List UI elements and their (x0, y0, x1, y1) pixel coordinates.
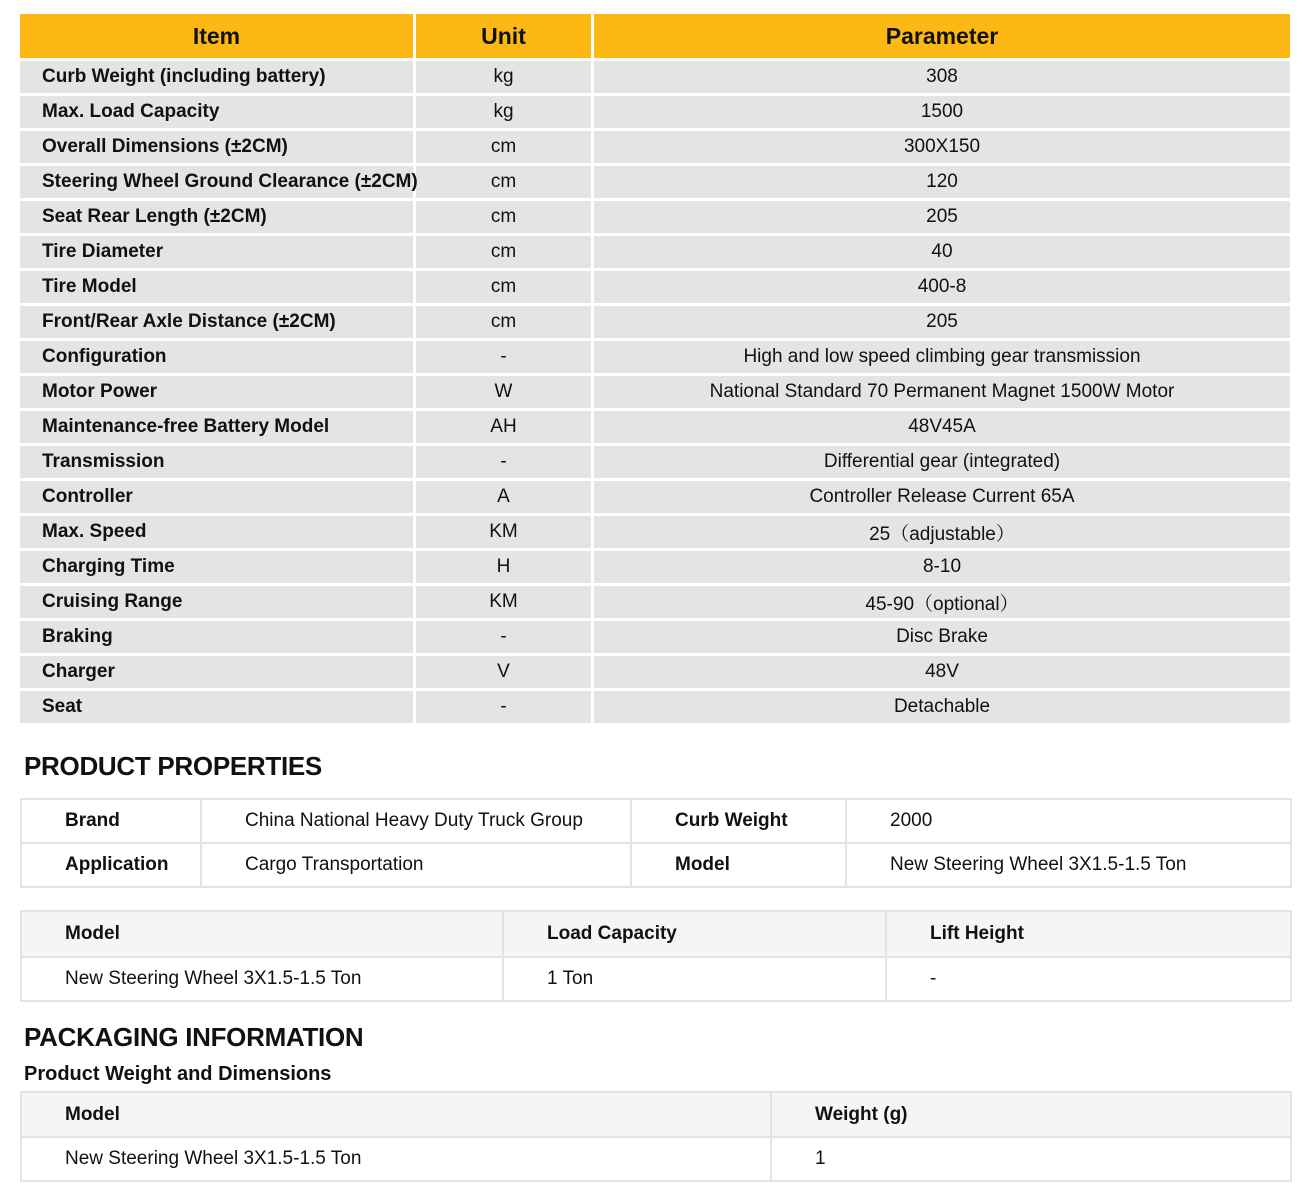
spec-cell-unit: cm (416, 271, 594, 306)
packaging-header-row (21, 1092, 1291, 1137)
spec-cell-item: Tire Model (20, 271, 416, 306)
models-cell-lift-height: - (886, 957, 1291, 1001)
table-row (20, 236, 1290, 271)
spec-header-row (20, 14, 1290, 61)
spec-cell-unit: - (416, 341, 594, 376)
spec-cell-parameter: High and low speed climbing gear transmission (594, 341, 1290, 376)
spec-cell-parameter: Controller Release Current 65A (594, 481, 1290, 516)
table-row (20, 201, 1290, 236)
spec-cell-parameter: 120 (594, 166, 1290, 201)
brand-value: China National Heavy Duty Truck Group (201, 799, 631, 843)
spec-header-unit: Unit (416, 14, 594, 61)
models-table (20, 910, 1292, 1002)
spec-cell-unit: cm (416, 236, 594, 271)
spec-cell-unit: H (416, 551, 594, 586)
spec-cell-item: Steering Wheel Ground Clearance (±2CM) (20, 166, 416, 201)
spec-cell-item: Controller (20, 481, 416, 516)
table-row (20, 61, 1290, 96)
models-cell-load-capacity: 1 Ton (503, 957, 886, 1001)
spec-cell-item: Max. Load Capacity (20, 96, 416, 131)
table-row (20, 656, 1290, 691)
spec-cell-unit: W (416, 376, 594, 411)
table-row (20, 621, 1290, 656)
spec-cell-item: Charging Time (20, 551, 416, 586)
spec-cell-parameter: 300X150 (594, 131, 1290, 166)
spec-cell-item: Braking (20, 621, 416, 656)
packaging-header-model: Model (21, 1092, 771, 1137)
spec-cell-parameter: 48V (594, 656, 1290, 691)
table-row (21, 799, 1291, 843)
spec-cell-parameter: 1500 (594, 96, 1290, 131)
spec-cell-item: Seat Rear Length (±2CM) (20, 201, 416, 236)
table-row (21, 1137, 1291, 1181)
spec-cell-unit: A (416, 481, 594, 516)
spec-cell-item: Maintenance-free Battery Model (20, 411, 416, 446)
spec-cell-item: Tire Diameter (20, 236, 416, 271)
packaging-cell-model: New Steering Wheel 3X1.5-1.5 Ton (21, 1137, 771, 1181)
models-cell-model: New Steering Wheel 3X1.5-1.5 Ton (21, 957, 503, 1001)
table-row (20, 586, 1290, 621)
spec-cell-unit: cm (416, 166, 594, 201)
packaging-title: PACKAGING INFORMATION (24, 1022, 364, 1052)
spec-cell-item: Curb Weight (including battery) (20, 61, 416, 96)
models-header-lift-height: Lift Height (886, 911, 1291, 957)
spec-cell-unit: kg (416, 61, 594, 96)
spec-cell-unit: V (416, 656, 594, 691)
spec-cell-parameter: 205 (594, 201, 1290, 236)
spec-cell-unit: KM (416, 516, 594, 551)
product-properties-table (20, 798, 1292, 888)
table-row (20, 446, 1290, 481)
spec-cell-item: Front/Rear Axle Distance (±2CM) (20, 306, 416, 341)
packaging-cell-weight: 1 (771, 1137, 1291, 1181)
application-label: Application (21, 843, 201, 887)
spec-cell-parameter: 45-90（optional） (594, 586, 1290, 621)
spec-cell-parameter: 205 (594, 306, 1290, 341)
spec-cell-parameter: Disc Brake (594, 621, 1290, 656)
spec-body (20, 61, 1290, 726)
application-value: Cargo Transportation (201, 843, 631, 887)
spec-cell-parameter: 48V45A (594, 411, 1290, 446)
table-row (20, 481, 1290, 516)
table-row (20, 306, 1290, 341)
table-row (20, 166, 1290, 201)
brand-label: Brand (21, 799, 201, 843)
table-row (20, 376, 1290, 411)
table-row (21, 843, 1291, 887)
spec-cell-parameter: Detachable (594, 691, 1290, 726)
spec-cell-item: Max. Speed (20, 516, 416, 551)
model-label: Model (631, 843, 846, 887)
spec-cell-parameter: 308 (594, 61, 1290, 96)
spec-cell-item: Overall Dimensions (±2CM) (20, 131, 416, 166)
spec-cell-unit: cm (416, 306, 594, 341)
spec-cell-parameter: National Standard 70 Permanent Magnet 1500W Motor (594, 376, 1290, 411)
spec-cell-item: Seat (20, 691, 416, 726)
spec-cell-item: Charger (20, 656, 416, 691)
table-row (20, 691, 1290, 726)
table-row (20, 341, 1290, 376)
curb-weight-label: Curb Weight (631, 799, 846, 843)
spec-cell-parameter: 400-8 (594, 271, 1290, 306)
spec-table (20, 14, 1290, 726)
spec-cell-unit: - (416, 446, 594, 481)
spec-cell-unit: AH (416, 411, 594, 446)
spec-header-item: Item (20, 14, 416, 61)
table-row (21, 957, 1291, 1001)
spec-cell-unit: kg (416, 96, 594, 131)
table-row (20, 131, 1290, 166)
model-value: New Steering Wheel 3X1.5-1.5 Ton (846, 843, 1291, 887)
spec-cell-parameter: 8-10 (594, 551, 1290, 586)
table-row (20, 271, 1290, 306)
packaging-header-weight: Weight (g) (771, 1092, 1291, 1137)
spec-cell-item: Motor Power (20, 376, 416, 411)
spec-cell-item: Transmission (20, 446, 416, 481)
models-header-model: Model (21, 911, 503, 957)
packaging-table (20, 1091, 1292, 1182)
table-row (20, 551, 1290, 586)
spec-header-parameter: Parameter (594, 14, 1290, 61)
spec-cell-parameter: Differential gear (integrated) (594, 446, 1290, 481)
spec-cell-parameter: 25（adjustable） (594, 516, 1290, 551)
table-row (20, 411, 1290, 446)
product-properties-title: PRODUCT PROPERTIES (24, 751, 322, 781)
spec-cell-unit: - (416, 621, 594, 656)
curb-weight-value: 2000 (846, 799, 1291, 843)
spec-cell-item: Cruising Range (20, 586, 416, 621)
models-header-row (21, 911, 1291, 957)
spec-cell-unit: KM (416, 586, 594, 621)
spec-cell-unit: - (416, 691, 594, 726)
spec-cell-parameter: 40 (594, 236, 1290, 271)
spec-cell-unit: cm (416, 131, 594, 166)
packaging-subtitle: Product Weight and Dimensions (24, 1063, 332, 1085)
spec-cell-item: Configuration (20, 341, 416, 376)
table-row (20, 96, 1290, 131)
table-row (20, 516, 1290, 551)
spec-cell-unit: cm (416, 201, 594, 236)
models-header-load-capacity: Load Capacity (503, 911, 886, 957)
